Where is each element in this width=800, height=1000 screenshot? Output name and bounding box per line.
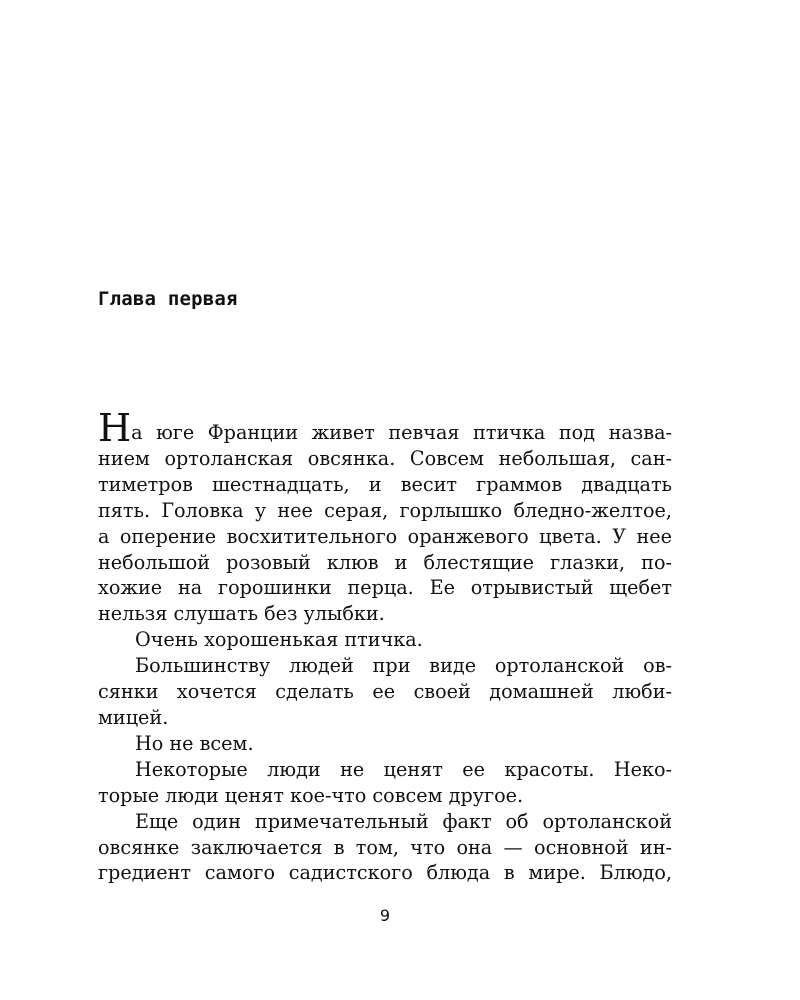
drop-cap: Н [98,406,132,450]
text-line: мицей. [98,705,169,729]
chapter-title: Глава первая [98,288,238,310]
text-line: Некоторые люди не ценят ее красоты. Неко- [135,757,672,781]
text-line: Большинству людей при виде ортоланской ов- [135,654,672,678]
text-line: Но не всем. [135,731,254,755]
text-line: сянки хочется сделать ее своей домашней люби- [98,680,672,704]
text-line-content: а юге Франции живет певчая птичка под назва- [131,421,672,444]
text-line: хожие на горошинки перца. Ее отрывистый щебет [98,576,672,600]
text-line: овсянке заключается в том, что она — основной ин- [98,835,672,859]
text-line: нельзя слушать без улыбки. [98,602,385,626]
text-line: торые люди ценят кое-что совсем другое. [98,783,524,807]
text-line: нием ортоланская овсянка. Совсем небольшая, сан- [98,446,672,470]
text-line: Еще один примечательный факт об ортоланской [135,809,672,833]
text-line: небольшой розовый клюв и блестящие глазки, по- [98,550,672,574]
text-line: а оперение восхитительного оранжевого цвета. У нее [98,524,672,548]
text-line: гредиент самого садистского блюда в мире. Блюдо, [98,861,672,885]
text-line [98,406,672,450]
body-text [98,406,672,886]
text-line: Очень хорошенькая птичка. [135,628,423,652]
page-number: 9 [379,906,391,925]
text-line: тиметров шестнадцать, и весит граммов двадцать [98,472,672,496]
text-line: пять. Головка у нее серая, горлышко бледно-желтое, [98,498,672,522]
